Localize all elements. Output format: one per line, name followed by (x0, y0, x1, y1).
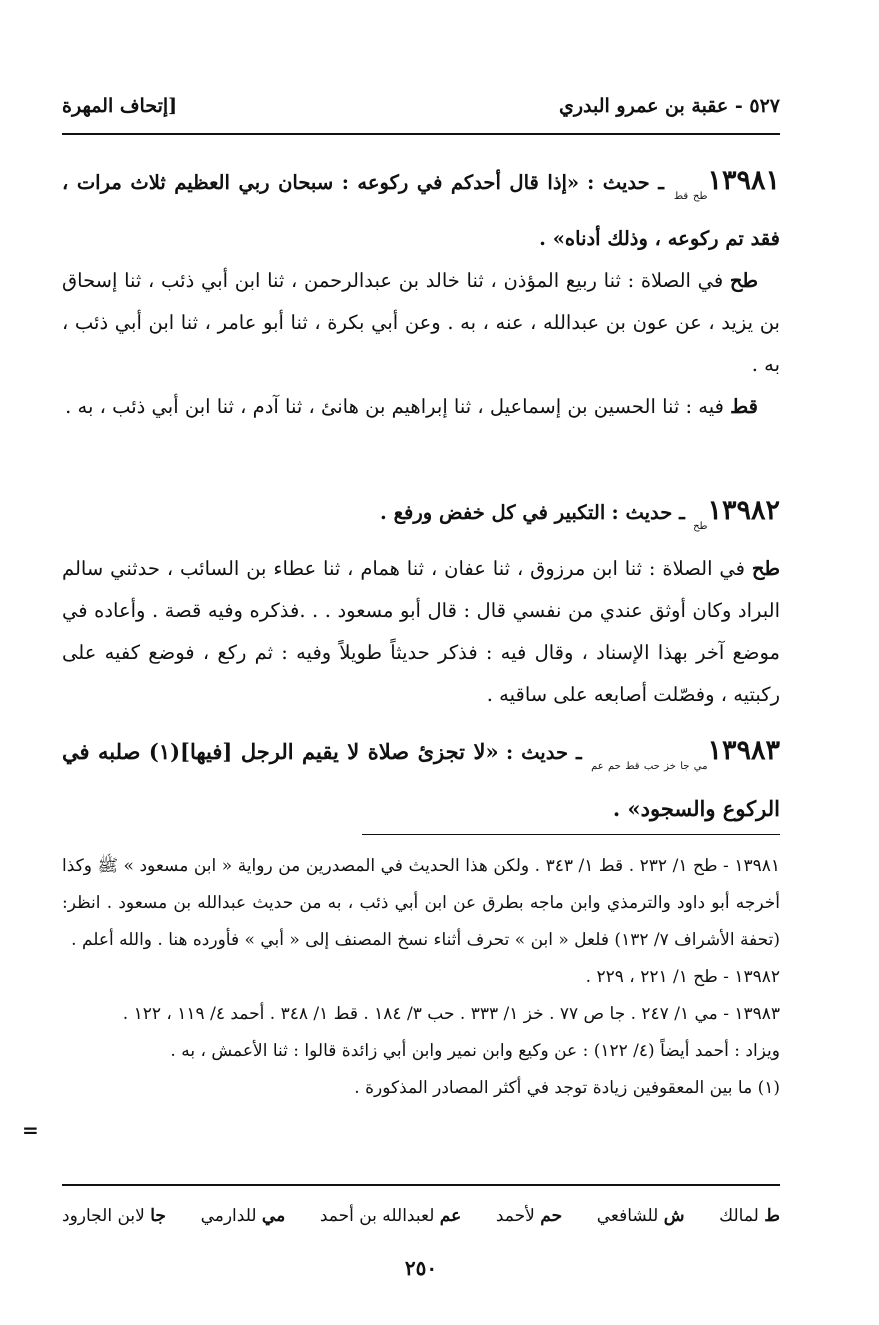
source-symbols: طح (693, 521, 708, 532)
hadith-text: «لا تجزئ صلاة لا يقيم الرجل [فيها](١) صلبه في الركوع والسجود» . (62, 739, 780, 821)
footnote: (١) ما بين المعقوفين زيادة توجد في أكثر المصادر المذكورة . (354, 1078, 780, 1098)
book-page (22, 0, 781, 1325)
abbreviation-item: ط لمالك (719, 1206, 780, 1226)
continuation-mark: = (22, 1118, 39, 1142)
abbreviation-item: مي للدارمي (200, 1206, 286, 1226)
abbreviation-item: جا لابن الجارود (62, 1206, 166, 1226)
source-code: قط (730, 395, 758, 418)
footnote: ١٣٩٨١ - طح ١/ ٢٣٢ . قط ١/ ٣٤٣ . ولكن هذا الحديث في المصدرين من رواية « ابن مسعود » ﷺ وكذا أخرجه أبو داود والترمذي وابن ماجه بطرق عن ابن أبي ذئب ، به من حديث عبدالله بن مسعود . انظر: (تحفة الأشراف ٧/ ١٣٢) فلعل « ابن » تحرف أثناء نسخ المصنف إلى « أبي » فأورده هنا . والله أعلم . (62, 856, 780, 950)
hadith-number: ١٣٩٨٣ (707, 735, 781, 766)
hadith-text: «إذا قال أحدكم في ركوعه : سبحان ربي العظيم ثلاث مرات ، فقد تم ركوعه ، وذلك أدناه» . (62, 171, 780, 250)
source-code: طح (729, 269, 758, 292)
hadith-keyword: ـ حديث : (505, 741, 582, 764)
abbreviation-item: حم لأحمد (495, 1206, 563, 1226)
isnad-text: في الصلاة : ثنا ابن مرزوق ، ثنا عفان ، ثنا همام ، ثنا عطاء بن السائب ، حدثني سالم البراد وكان أوثق عندي من نفسي قال : قال أبو مسعود . . .فذكره وفيه قصة . وأعاده في موضع آخر بهذا الإسناد ، وقال فيه : فذكر حديثاً طويلاً وفيه : ثم ركع ، فوضع كفيه على ركبتيه ، وفصّلت أصابعه على ساقيه . (62, 557, 780, 706)
hadith-entry (62, 490, 780, 716)
running-header (62, 86, 780, 126)
header-divider (62, 133, 780, 135)
hadith-keyword: ـ حديث : (587, 171, 664, 194)
hadith-number: ١٣٩٨٢ (707, 495, 780, 526)
isnad-text: في الصلاة : ثنا ربيع المؤذن ، ثنا خالد بن عبدالرحمن ، ثنا ابن أبي ذئب ، ثنا إسحاق بن يزيد ، عن عون بن عبدالله ، عنه ، به . وعن أبي بكرة ، ثنا أبو عامر ، ثنا ابن أبي ذئب ، به . (62, 269, 780, 376)
abbreviation-item: عم لعبدالله بن أحمد (319, 1206, 462, 1226)
chapter-title: ٥٢٧ - عقبة بن عمرو البدري (558, 95, 780, 117)
footnote: ١٣٩٨٢ - طح ١/ ٢٢١ ، ٢٢٩ . (585, 967, 780, 987)
source-code: طح (751, 557, 780, 580)
footnotes (62, 848, 780, 1107)
book-title: [إتحاف المهرة (62, 95, 178, 117)
hadith-entry (62, 730, 780, 831)
abbreviations-divider (62, 1184, 780, 1186)
hadith-text: التكبير في كل خفض ورفع . (380, 501, 606, 524)
abbreviations-key (62, 1196, 780, 1236)
source-symbols: طح قط (673, 191, 708, 202)
footnote: ويزاد : أحمد أيضاً (٤/ ١٢٢) : عن وكيع وابن نمير وابن أبي زائدة قالوا : ثنا الأعمش ، به . (170, 1041, 780, 1061)
abbreviation-item: ش للشافعي (596, 1206, 685, 1226)
hadith-number: ١٣٩٨١ (707, 165, 780, 196)
hadith-keyword: ـ حديث : (611, 501, 685, 524)
footnote-divider (362, 834, 780, 835)
source-symbols: مي جا خز حب قط حم عم (591, 761, 708, 772)
isnad-text: فيه : ثنا الحسين بن إسماعيل ، ثنا إبراهيم بن هانئ ، ثنا آدم ، ثنا ابن أبي ذئب ، به . (65, 395, 731, 418)
footnote: ١٣٩٨٣ - مي ١/ ٢٤٧ . جا ص ٧٧ . خز ١/ ٣٣٣ . حب ٣/ ١٨٤ . قط ١/ ٣٤٨ . أحمد ٤/ ١١٩ ، ١٢٢ . (122, 1004, 780, 1024)
page-number: ٢٥٠ (404, 1256, 438, 1280)
hadith-entry (62, 160, 780, 428)
